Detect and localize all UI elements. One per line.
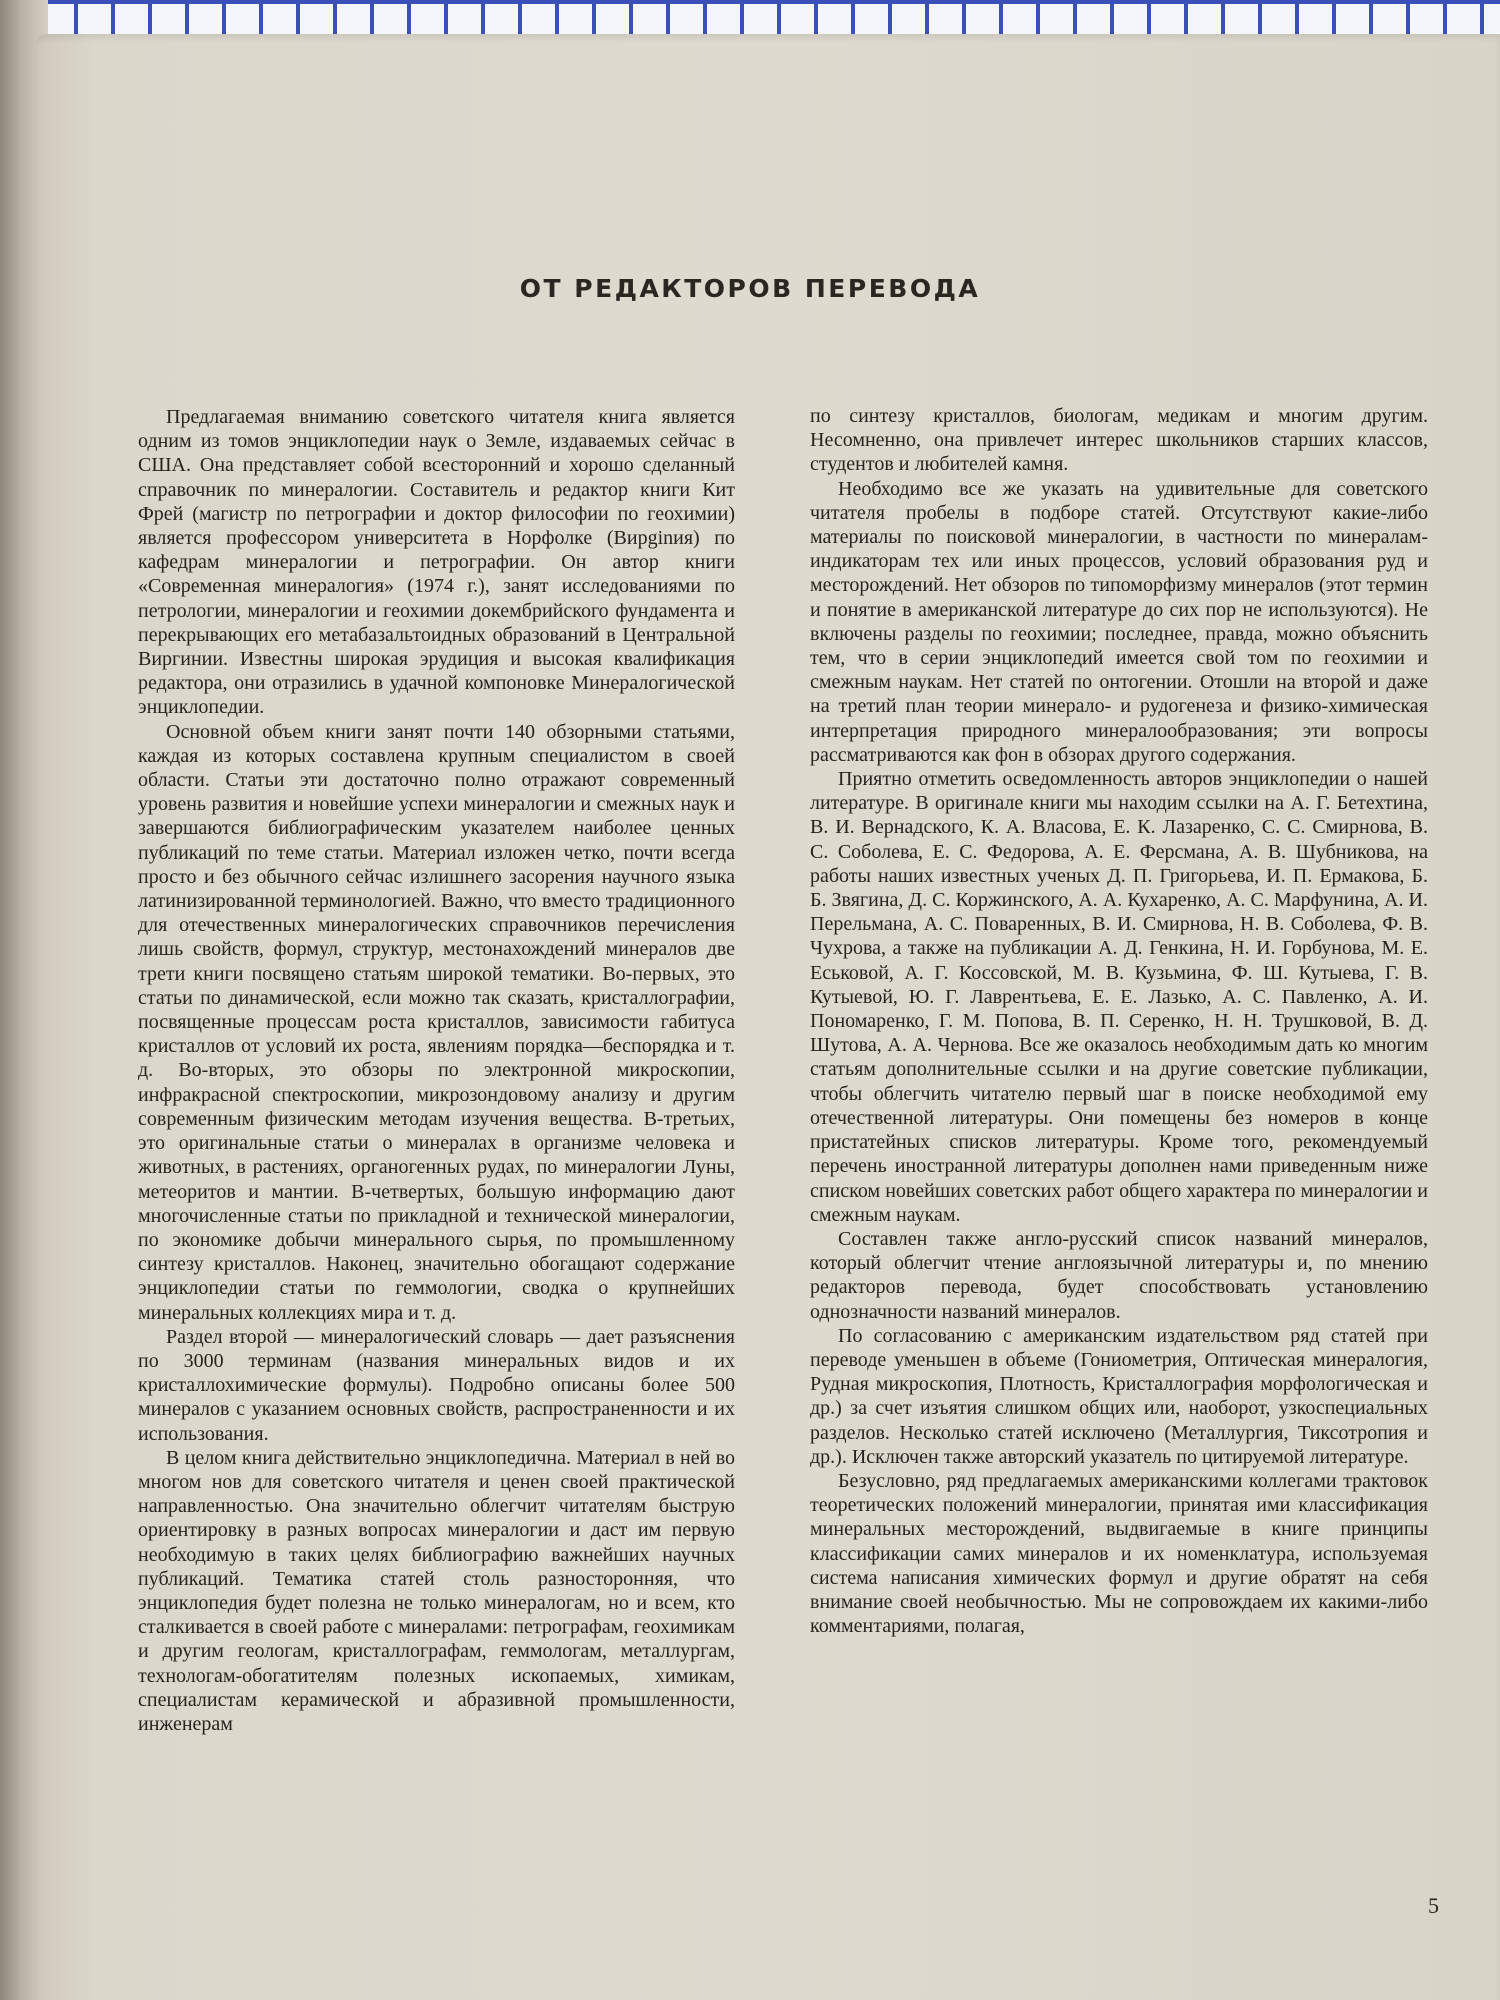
paragraph: Приятно отметить осведомленность авторов энциклопедии о нашей литературе. В оригинале книги мы находим ссылки на А. Г. Бетехтина, В. И. Вернадского, К. А. Власова, Е. К. Лазаренко, С. С. Смирнова, В. С. Соболева, Е. С. Федорова, А. Е. Ферсмана, А. В. Шубникова, на работы наших известных ученых Д. П. Григорьева, И. П. Ермакова, Б. Б. Звягина, Д. С. Коржинского, А. А. Кухаренко, А. С. Марфунина, А. И. Перельмана, А. С. Поваренных, В. И. Смирнова, Н. В. Соболева, Ф. В. Чухрова, а также на публикации А. Д. Генкина, Н. И. Горбунова, М. Е. Еськовой, А. Г. Коссовской, М. В. Кузьмина, Ф. Ш. Кутыева, Г. В. Кутыевой, Ю. Г. Лаврентьева, Е. Е. Лазько, А. С. Павленко, А. И. Пономаренко, Г. М. Попова, В. П. Серенко, Н. Н. Трушковой, В. Д. Шутова, А. А. Чернова. Все же оказалось необходимым дать ко многим статьям дополнительные ссылки и на другие советские публикации, чтобы облегчить читателю первый шаг в поиске необходимой ему отечественной литературы. Они помещены без номеров в конце пристатейных списков литературы. Кроме того, рекомендуемый перечень иностранной литературы дополнен нами приведенным ниже списком новейших советских работ общего характера по минералогии и смежным наукам. [810,768,1428,1226]
paragraph: Основной объем книги занят почти 140 обзорными статьями, каждая из которых составлена крупным специалистом в своей области. Статьи эти достаточно полно отражают современный уровень развития и новейшие успехи минералогии и смежных наук и завершаются библиографическим указателем наиболее ценных публикаций по теме статьи. Материал изложен четко, почти всегда просто и без обычного сейчас излишнего засорения научного языка латинизированной терминологией. Важно, что вместо традиционного для отечественных минералогических справочников перечисления лишь свойств, формул, структур, местонахождений минералов две трети книги посвящено статьям широкой тематики. Во-первых, это статьи по динамической, если можно так сказать, кристаллографии, посвященные процессам роста кристаллов, зависимости габитуса кристаллов от условий их роста, явлениям порядка—беспорядка и т. д. Во-вторых, это обзоры по электронной микроскопии, инфракрасной спектроскопии, микрозондовому анализу и другим современным физическим методам изучения вещества. В-третьих, это оригинальные статьи о минералах в организме человека и животных, в растениях, органогенных рудах, по минералогии Луны, метеоритов и мантии. В-четвертых, большую информацию дают многочисленные статьи по прикладной и технической минералогии, по экономике добычи минерального сырья, по промышленному синтезу кристаллов. Наконец, значительно обогащают содержание энциклопедии статьи по геммологии, сводка о крупнейших минеральных коллекциях мира и т. д. [138,720,735,1324]
paragraph: Безусловно, ряд предлагаемых американскими коллегами трактовок теоретических положений минералогии, принятая ими классификация минеральных месторождений, выдвигаемые в книге принципы классификации самих минералов и их номенклатура, используемая система написания химических формул и другие обратят на себя внимание своей необычностью. Мы не сопровождаем их какими-либо комментариями, полагая, [810,1469,1428,1638]
text-column-left [138,405,735,1736]
paragraph: Необходимо все же указать на удивительные для советского читателя пробелы в подборе статей. Отсутствуют какие-либо материалы по поисковой минералогии, в частности по минералам-индикаторам тех или иных процессов, условий образования руд и месторождений. Нет обзоров по типоморфизму минералов (этот термин и понятие в американской литературе до сих пор не используются). Не включены разделы по геохимии; последнее, правда, можно объяснить тем, что в серии энциклопедий имеется свой том по геохимии и смежным наукам. Нет статей по онтогении. Отошли на второй и даже на третий план теории минерало- и рудогенеза и физико-химическая интерпретация природного минералообразования; эти вопросы рассматриваются как фон в обзорах другого содержания. [810,477,1428,766]
paragraph-continuation: по синтезу кристаллов, биологам, медикам и многим другим. Несомненно, она привлечет интерес школьников старших классов, студентов и любителей камня. [810,405,1428,476]
page-title: ОТ РЕДАКТОРОВ ПЕРЕВОДА [519,274,981,303]
paragraph: По согласованию с американским издательством ряд статей при переводе уменьшен в объеме (Гониометрия, Оптическая минералогия, Рудная микроскопия, Плотность, Кристаллография морфологическая и др.) за счет изъятия слишком общих или, наоборот, узкоспециальных разделов. Несколько статей исключено (Металлургия, Тиксотропия и др.). Исключен также авторский указатель по цитируемой литературе. [810,1324,1428,1468]
paragraph: Составлен также англо-русский список названий минералов, который облегчит чтение англоязычной литературы и, по мнению редакторов перевода, будет способствовать установлению однозначности названий минералов. [810,1227,1428,1323]
paragraph: Предлагаемая вниманию советского читателя книга является одним из томов энциклопедии наук о Земле, издаваемых сейчас в США. Она представляет собой всесторонний и хорошо сделанный справочник по минералогии. Составитель и редактор книги Кит Фрей (магистр по петрографии и доктор философии по геохимии) является профессором университета в Норфолке (Вирginия) по кафедрам минералогии и петрографии. Он автор книги «Современная минералогия» (1974 г.), занят исследованиями по петрологии, минералогии и геохимии докембрийского фундамента и перекрывающих его метабазальтоидных образований в Центральной Виргинии. Известны широкая эрудиция и высокая квалификация редактора, они отразились в удачной компоновке Минералогической энциклопедии. [138,406,735,719]
page-number: 5 [1428,1893,1439,1918]
paragraph: В целом книга действительно энциклопедична. Материал в ней во многом нов для советского читателя и ценен своей практической направленностью. Она значительно облегчит читателям быструю ориентировку в разных вопросах минералогии и даст им первую необходимую в таких целях библиографию важнейших научных публикаций. Тематика статей столь разносторонняя, что энциклопедия будет полезна не только минералогам, но и всем, кто сталкивается в своей работе с минералами: петрографам, геохимикам и другим геологам, кристаллографам, геммологам, металлургам, технологам-обогатителям полезных ископаемых, химикам, специалистам керамической и абразивной промышленности, инженерам [138,1446,735,1735]
text-column-right [810,404,1428,1638]
paragraph: Раздел второй — минералогический словарь — дает разъяснения по 3000 терминам (названия минеральных видов и их кристаллохимические формулы). Подробно описаны более 500 минералов с указанием основных свойств, распространенности и их использования. [138,1325,735,1445]
